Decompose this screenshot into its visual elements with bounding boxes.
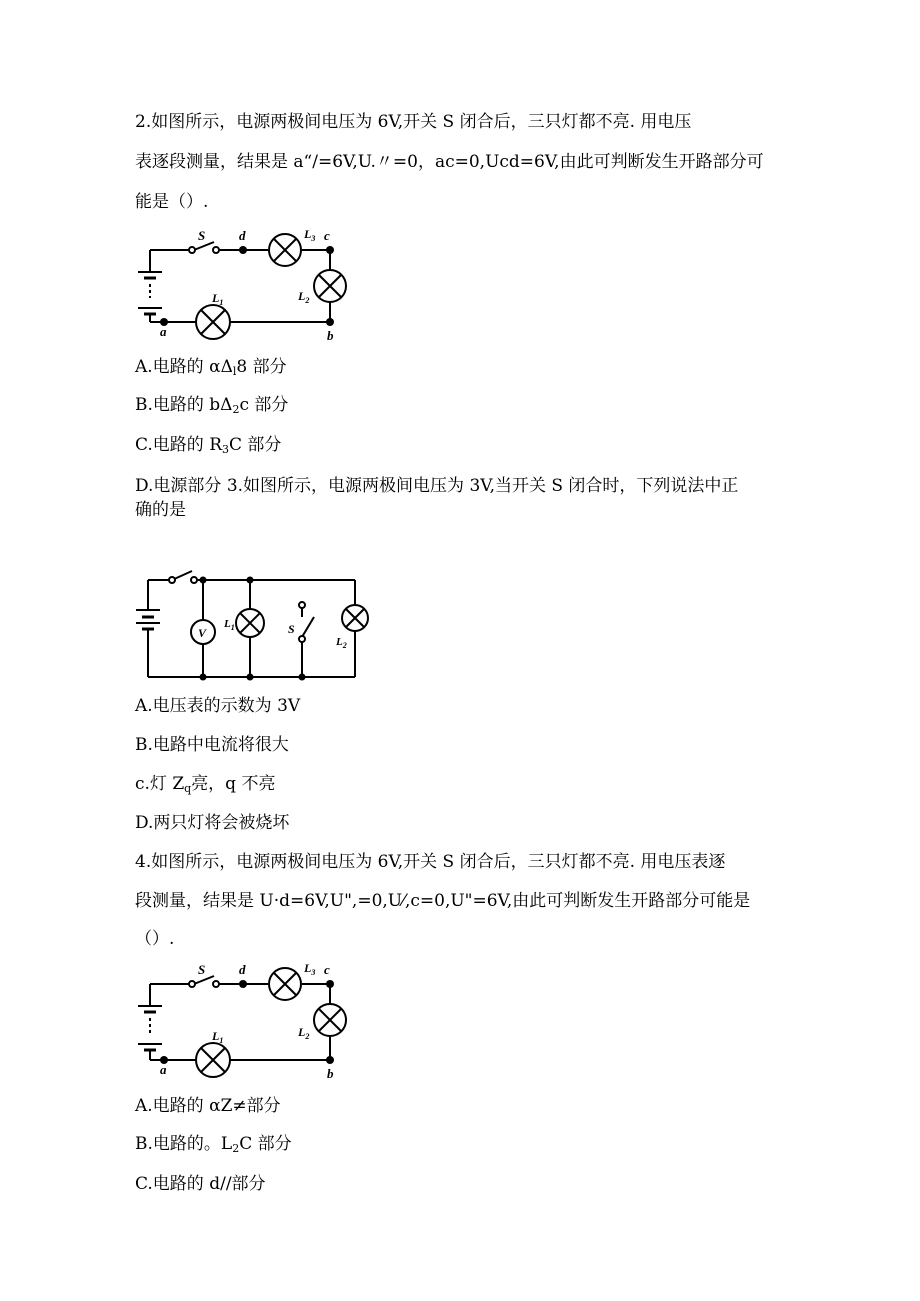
q2-circuit-diagram	[130, 228, 360, 348]
q4-label-a: a	[160, 1062, 167, 1077]
q3-option-a: A.电压表的示数为 3V	[135, 696, 301, 716]
q3-circuit-diagram	[130, 565, 370, 685]
q4-label-lamp3: $L_3$	[304, 961, 316, 977]
q4-label-lamp2: $L_2$	[298, 1025, 310, 1041]
q4-label-b: b	[327, 1066, 334, 1081]
q3-label-lamp2: $L_2$	[336, 636, 347, 650]
q2-label-switch: S	[198, 228, 206, 243]
q4-label-c: c	[324, 962, 330, 977]
q2-label-a: a	[160, 324, 167, 339]
q2-label-lamp1: $L_1$	[212, 291, 224, 307]
q3-option-d: D.两只灯将会被烧坏	[135, 813, 290, 833]
q2-option-d: D.电源部分 3.如图所示，电源两极间电压为 3V,当开关 S 闭合时，下列说法中正	[135, 476, 739, 496]
q2-option-a: A.电路的 $\alpha\Delta_l8$ 部分	[135, 357, 287, 378]
q2-option-b: B.电路的 $b\Delta_2c$ 部分	[135, 395, 289, 416]
q3-text-line-2: 确的是	[135, 500, 186, 520]
q3-label-switch: S	[288, 622, 295, 636]
q2-label-d: d	[239, 228, 246, 243]
q2-text-line-1: 2.如图所示，电源两极间电压为 6V,开关 S 闭合后，三只灯都不亮. 用电压	[135, 112, 692, 132]
q2-label-b: b	[327, 328, 334, 343]
q4-option-c: C.电路的 d//部分	[135, 1174, 266, 1194]
q4-option-b: B.电路的。$L_2C$ 部分	[135, 1134, 292, 1155]
q2-label-c: c	[324, 228, 330, 243]
q4-label-lamp1: $L_1$	[212, 1029, 224, 1045]
q2-label-lamp2: $L_2$	[298, 289, 310, 305]
q2-text-line-3: 能是（）.	[135, 192, 209, 212]
q4-option-a: A.电路的 αZ≠部分	[135, 1096, 281, 1116]
q3-label-lamp1: $L_1$	[224, 618, 235, 632]
q2-option-c: C.电路的 $R_3C$ 部分	[135, 435, 282, 456]
q4-text-line-2: 段测量，结果是 U·d=6V,U",=0,U⁄,c=0,U"=6V,由此可判断发生开路部分可能是	[135, 891, 751, 911]
q3-voltmeter-label: V	[198, 626, 207, 640]
q4-label-switch: S	[198, 962, 206, 977]
q3-option-b: B.电路中电流将很大	[135, 735, 289, 755]
q4-text-line-3: （）.	[135, 929, 175, 949]
q4-text-line-1: 4.如图所示，电源两极间电压为 6V,开关 S 闭合后，三只灯都不亮. 用电压表逐	[135, 852, 726, 872]
q3-option-c: c.灯 $Z_q$亮，q 不亮	[135, 774, 276, 795]
q4-label-d: d	[239, 962, 246, 977]
q4-circuit-diagram	[130, 962, 360, 1082]
q2-text-line-2: 表逐段测量，结果是 a“/=6V,U.〃=0，ac=0,Ucd=6V,由此可判断发生开路部分可	[135, 152, 764, 172]
q2-label-lamp3: $L_3$	[304, 227, 316, 243]
